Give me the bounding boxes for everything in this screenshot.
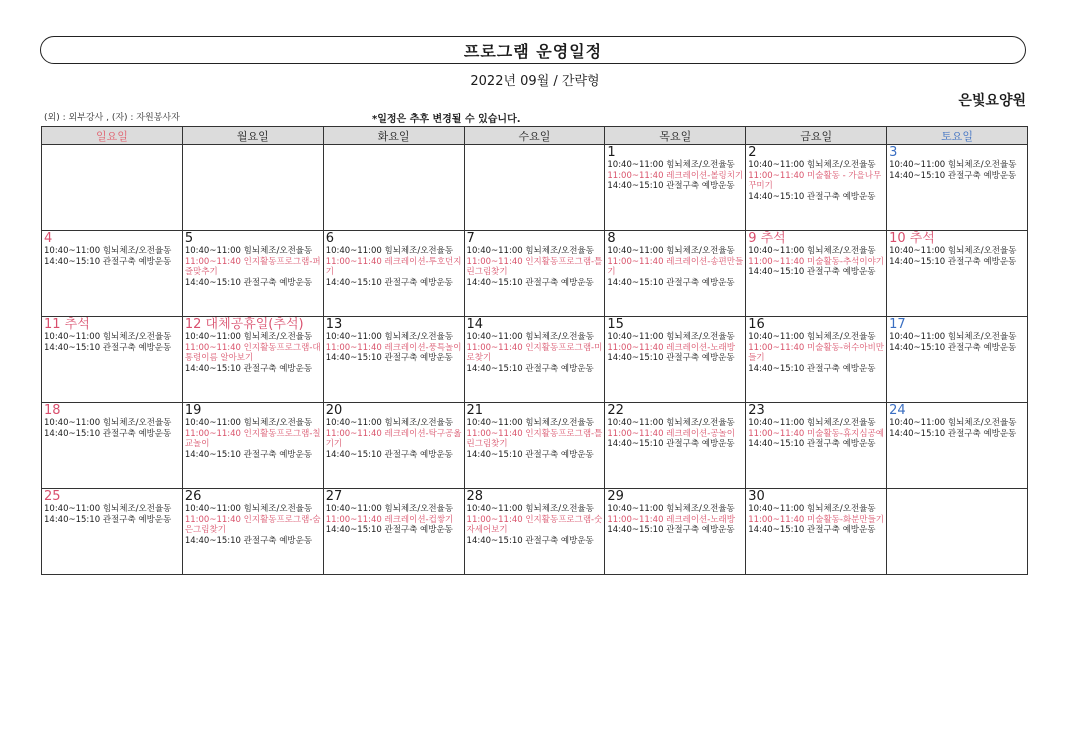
day-number: 9 추석	[748, 231, 786, 246]
day-number: 3	[889, 145, 898, 160]
schedule-event: 10:40~11:00 힘뇌체조/오전율동	[748, 504, 876, 514]
day-number: 18	[44, 403, 61, 418]
schedule-event: 14:40~15:10 관절구축 예방운동	[748, 363, 876, 374]
schedule-event: 14:40~15:10 관절구축 예방운동	[184, 277, 313, 288]
week-row	[42, 145, 1028, 231]
day-number: 13	[325, 317, 343, 332]
day-cell	[746, 317, 887, 403]
schedule-event: 10:40~11:00 힘뇌체조/오전율동	[607, 504, 735, 514]
schedule-event: 11:00~11:40 인지활동프로그램-틀린그림찾기	[466, 256, 603, 277]
legend-text: (외) : 외부강사 , (자) : 자원봉사자	[44, 113, 180, 123]
schedule-event: 14:40~15:10 관절구축 예방운동	[325, 353, 453, 363]
day-cell	[323, 231, 464, 317]
schedule-event: 11:00~11:40 레크레이션-컵쌓기	[325, 514, 454, 525]
schedule-event: 10:40~11:00 힘뇌체조/오전율동	[184, 246, 313, 256]
schedule-event: 14:40~15:10 관절구축 예방운동	[607, 181, 735, 191]
schedule-event: 14:40~15:10 관절구축 예방운동	[184, 449, 313, 460]
day-cell	[887, 403, 1028, 489]
day-cell	[464, 317, 605, 403]
schedule-event: 11:00~11:40 레크레이션-탁구공옮기기	[325, 428, 462, 449]
schedule-event: 11:00~11:40 레크레이션-송편만들기	[607, 256, 744, 277]
day-number: 12 대체공휴일(추석)	[184, 317, 304, 332]
schedule-event: 14:40~15:10 관절구축 예방운동	[748, 439, 876, 449]
schedule-event: 10:40~11:00 힘뇌체조/오전율동	[748, 246, 876, 256]
weekday-header-row	[42, 127, 1028, 145]
schedule-event: 14:40~15:10 관절구축 예방운동	[466, 449, 594, 460]
day-cell	[42, 403, 183, 489]
calendar-table	[41, 126, 1028, 575]
schedule-event: 10:40~11:00 힘뇌체조/오전율동	[184, 504, 313, 514]
schedule-event: 10:40~11:00 힘뇌체조/오전율동	[466, 332, 594, 342]
day-cell	[746, 489, 887, 575]
schedule-event: 11:00~11:40 미술활동 - 가을나무꾸미기	[748, 170, 882, 191]
day-number: 23	[748, 403, 765, 418]
day-cell	[182, 489, 323, 575]
page-subtitle: 2022년 09월 / 간략형	[470, 74, 600, 89]
schedule-event: 10:40~11:00 힘뇌체조/오전율동	[889, 160, 1017, 170]
weekday-thursday: 목요일	[605, 127, 746, 145]
schedule-event: 14:40~15:10 관절구축 예방운동	[44, 256, 172, 267]
day-number: 16	[748, 317, 765, 332]
day-number: 4	[44, 231, 53, 246]
calendar-body	[42, 145, 1028, 575]
day-cell	[464, 403, 605, 489]
schedule-event: 14:40~15:10 관절구축 예방운동	[44, 428, 172, 439]
schedule-event: 10:40~11:00 힘뇌체조/오전율동	[466, 504, 594, 514]
day-number: 20	[325, 403, 343, 418]
schedule-event: 14:40~15:10 관절구축 예방운동	[466, 535, 594, 546]
schedule-event: 14:40~15:10 관절구축 예방운동	[748, 191, 876, 202]
day-number: 2	[748, 145, 757, 160]
day-cell	[887, 145, 1028, 231]
schedule-event: 11:00~11:40 인지활동프로그램-대통령이름 알아보기	[184, 342, 321, 363]
schedule-event: 10:40~11:00 힘뇌체조/오전율동	[466, 246, 594, 256]
schedule-event: 14:40~15:10 관절구축 예방운동	[184, 535, 313, 546]
schedule-event: 11:00~11:40 레크레이션-투호던지기	[325, 256, 462, 277]
day-number: 22	[607, 403, 624, 418]
day-cell	[605, 231, 746, 317]
week-row	[42, 403, 1028, 489]
week-row	[42, 231, 1028, 317]
day-cell	[323, 489, 464, 575]
schedule-event: 10:40~11:00 힘뇌체조/오전율동	[889, 332, 1017, 342]
day-number: 1	[607, 145, 616, 160]
schedule-event: 10:40~11:00 힘뇌체조/오전율동	[44, 504, 172, 514]
day-number: 8	[607, 231, 616, 246]
week-row	[42, 489, 1028, 575]
schedule-event: 11:00~11:40 레크레이션-풍특놀이	[325, 342, 462, 353]
day-number: 29	[607, 489, 624, 504]
day-cell	[42, 145, 183, 231]
schedule-event: 14:40~15:10 관절구축 예방운동	[44, 514, 172, 525]
schedule-event: 14:40~15:10 관절구축 예방운동	[184, 363, 313, 374]
schedule-event: 10:40~11:00 힘뇌체조/오전율동	[889, 246, 1017, 256]
weekday-saturday: 토요일	[887, 127, 1028, 145]
schedule-event: 14:40~15:10 관절구축 예방운동	[889, 342, 1017, 353]
schedule-event: 10:40~11:00 힘뇌체조/오전율동	[184, 332, 313, 342]
day-cell	[182, 231, 323, 317]
day-number: 17	[889, 317, 906, 332]
day-cell	[323, 317, 464, 403]
day-cell	[42, 317, 183, 403]
schedule-event: 10:40~11:00 힘뇌체조/오전율동	[607, 418, 735, 428]
day-number: 27	[325, 489, 343, 504]
schedule-event: 11:00~11:40 미술활동-허수아비만들기	[748, 342, 885, 363]
weekday-tuesday: 화요일	[323, 127, 464, 145]
schedule-event: 11:00~11:40 인지활동프로그램-숫자세어보기	[466, 514, 603, 535]
schedule-event: 10:40~11:00 힘뇌체조/오전율동	[325, 332, 454, 342]
day-cell	[182, 403, 323, 489]
day-cell	[746, 145, 887, 231]
day-number: 6	[325, 231, 334, 246]
schedule-event: 10:40~11:00 힘뇌체조/오전율동	[325, 418, 454, 428]
schedule-event: 10:40~11:00 힘뇌체조/오전율동	[607, 332, 735, 342]
day-cell	[887, 317, 1028, 403]
schedule-event: 11:00~11:40 미술활동-화분만들기	[748, 514, 885, 525]
schedule-event: 10:40~11:00 힘뇌체조/오전율동	[44, 418, 172, 428]
schedule-event: 11:00~11:40 레크레이션-공놀이	[607, 428, 735, 439]
weekday-monday: 월요일	[182, 127, 323, 145]
page-title-box	[40, 36, 1026, 64]
schedule-event: 14:40~15:10 관절구축 예방운동	[466, 277, 594, 288]
day-number: 24	[889, 403, 906, 418]
day-number: 30	[748, 489, 765, 504]
schedule-event: 11:00~11:40 인지활동프로그램-틀린그림찾기	[466, 428, 603, 449]
schedule-event: 11:00~11:40 인지활동프로그램-숨은그림찾기	[184, 514, 321, 535]
weekday-sunday: 일요일	[42, 127, 183, 145]
day-number: 15	[607, 317, 624, 332]
page-title: 프로그램 운영일정	[463, 41, 603, 61]
day-cell	[605, 403, 746, 489]
weekday-friday: 금요일	[746, 127, 887, 145]
day-cell	[42, 231, 183, 317]
schedule-event: 10:40~11:00 힘뇌체조/오전율동	[889, 418, 1017, 428]
day-cell	[605, 489, 746, 575]
schedule-event: 11:00~11:40 인지활동프로그램-칠교놀이	[184, 428, 321, 449]
day-cell	[182, 145, 323, 231]
day-number: 11 추석	[44, 317, 90, 332]
schedule-event: 14:40~15:10 관절구축 예방운동	[44, 342, 172, 353]
day-number: 21	[466, 403, 484, 418]
schedule-event: 10:40~11:00 힘뇌체조/오전율동	[607, 246, 735, 256]
day-cell	[464, 231, 605, 317]
schedule-event: 11:00~11:40 레크레이션-볼링치기	[607, 170, 744, 181]
day-number: 19	[184, 403, 202, 418]
day-cell	[605, 145, 746, 231]
schedule-event: 14:40~15:10 관절구축 예방운동	[889, 256, 1017, 267]
day-cell	[887, 489, 1028, 575]
schedule-event: 11:00~11:40 미술활동-추석이야기	[748, 256, 885, 267]
schedule-event: 10:40~11:00 힘뇌체조/오전율동	[44, 332, 172, 342]
day-number: 7	[466, 231, 475, 246]
schedule-event: 10:40~11:00 힘뇌체조/오전율동	[748, 418, 876, 428]
schedule-event: 14:40~15:10 관절구축 예방운동	[607, 277, 735, 288]
schedule-event: 14:40~15:10 관절구축 예방운동	[325, 449, 453, 460]
schedule-event: 10:40~11:00 힘뇌체조/오전율동	[44, 246, 172, 256]
day-cell	[746, 403, 887, 489]
day-number: 14	[466, 317, 484, 332]
schedule-event: 10:40~11:00 힘뇌체조/오전율동	[607, 160, 735, 170]
schedule-event: 10:40~11:00 힘뇌체조/오전율동	[325, 246, 454, 256]
schedule-event: 11:00~11:40 레크레이션-노래방	[607, 342, 735, 353]
day-cell	[323, 145, 464, 231]
schedule-event: 14:40~15:10 관절구축 예방운동	[748, 525, 876, 535]
schedule-event: 14:40~15:10 관절구축 예방운동	[889, 170, 1017, 181]
schedule-event: 14:40~15:10 관절구축 예방운동	[607, 439, 735, 449]
schedule-event: 10:40~11:00 힘뇌체조/오전율동	[748, 332, 876, 342]
schedule-event: 14:40~15:10 관절구축 예방운동	[466, 363, 594, 374]
day-number: 26	[184, 489, 202, 504]
schedule-event: 14:40~15:10 관절구축 예방운동	[325, 525, 453, 535]
schedule-event: 11:00~11:40 인지활동프로그램-미로찾기	[466, 342, 603, 363]
schedule-event: 10:40~11:00 힘뇌체조/오전율동	[325, 504, 454, 514]
schedule-event: 10:40~11:00 힘뇌체조/오전율동	[184, 418, 313, 428]
schedule-event: 14:40~15:10 관절구축 예방운동	[325, 277, 453, 288]
week-row	[42, 317, 1028, 403]
organization-name: 은빛요양원	[958, 93, 1026, 109]
schedule-event: 10:40~11:00 힘뇌체조/오전율동	[466, 418, 594, 428]
notice-text: *일정은 추후 변경될 수 있습니다.	[372, 114, 521, 125]
day-number: 25	[44, 489, 61, 504]
day-cell	[464, 145, 605, 231]
schedule-event: 10:40~11:00 힘뇌체조/오전율동	[748, 160, 876, 170]
day-cell	[605, 317, 746, 403]
weekday-wednesday: 수요일	[464, 127, 605, 145]
day-number: 5	[184, 231, 194, 246]
day-cell	[42, 489, 183, 575]
day-cell	[746, 231, 887, 317]
schedule-event: 11:00~11:40 레크레이션-노래방	[607, 514, 735, 525]
day-cell	[887, 231, 1028, 317]
schedule-event: 14:40~15:10 관절구축 예방운동	[607, 353, 735, 363]
day-number: 10 추석	[889, 231, 935, 246]
day-cell	[464, 489, 605, 575]
day-number: 28	[466, 489, 484, 504]
schedule-event: 11:00~11:40 미술활동-휴지심공예	[748, 428, 885, 439]
day-cell	[182, 317, 323, 403]
schedule-event: 14:40~15:10 관절구축 예방운동	[607, 525, 735, 535]
schedule-event: 14:40~15:10 관절구축 예방운동	[889, 428, 1017, 439]
schedule-event: 14:40~15:10 관절구축 예방운동	[748, 267, 876, 277]
schedule-event: 11:00~11:40 인지활동프로그램-퍼즐맞추기	[184, 256, 321, 277]
day-cell	[323, 403, 464, 489]
